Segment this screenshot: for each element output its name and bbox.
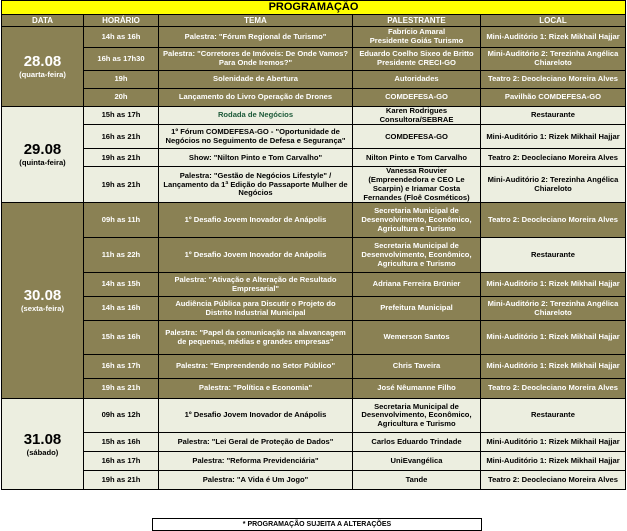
horario-cell: 09h as 11h — [84, 203, 159, 238]
palestrante-line: Secretaria Municipal de Desenvolvimento, Econômico, Agricultura e Turismo — [361, 401, 472, 429]
day-date: 29.08 — [23, 141, 62, 159]
palestrante-line: Prefeitura Municipal — [380, 303, 453, 313]
tema-cell: Palestra: "A Vida é Um Jogo" — [159, 471, 353, 490]
day-weekday: (sábado) — [26, 447, 59, 457]
palestrante-cell — [353, 167, 481, 203]
schedule-row — [2, 107, 626, 125]
palestrante-line: Presidente Goiás Turismo — [369, 36, 464, 45]
schedule-row — [2, 27, 626, 48]
local-cell: Teatro 2: Deocleciano Moreira Alves — [481, 379, 626, 399]
palestrante-cell — [353, 297, 481, 321]
horario-cell: 15h as 16h — [84, 433, 159, 452]
palestrante-cell — [353, 107, 481, 125]
local-cell: Mini-Auditório 1: Rizek Mikhail Hajjar — [481, 125, 626, 149]
day-weekday: (quarta-feira) — [19, 70, 66, 80]
tema-cell: 1º Desafio Jovem Inovador de Anápolis — [159, 238, 353, 273]
local-cell: Restaurante — [481, 399, 626, 433]
palestrante-line: UniEvangélica — [390, 455, 443, 465]
palestrante-line: Adriana Ferreira Brünier — [372, 279, 461, 289]
day-date: 28.08 — [23, 53, 62, 71]
palestrante-line: Karen Rodrigues Consultora/SEBRAE — [379, 106, 454, 124]
horario-cell: 14h as 16h — [84, 297, 159, 321]
local-cell: Restaurante — [481, 238, 626, 273]
tema-cell: Palestra: "Política e Economia" — [159, 379, 353, 399]
palestrante-line: Vanessa Rouvier (Empreendedora e CEO Le Scarpin) e Iriamar Costa Fernandes (Floê Cosméticos) — [363, 166, 470, 202]
day-weekday: (sexta-feira) — [20, 304, 65, 314]
tema-cell: Show: "Nilton Pinto e Tom Carvalho" — [159, 149, 353, 167]
schedule-row — [2, 149, 626, 167]
tema-cell: Solenidade de Abertura — [159, 71, 353, 89]
palestrante-line: Carlos Eduardo Trindade — [371, 436, 462, 446]
tema-cell: Audiência Pública para Discutir o Projeto do Distrito Industrial Municipal — [159, 297, 353, 321]
palestrante-cell — [353, 452, 481, 471]
tema-cell: 1º Fórum COMDEFESA-GO - "Oportunidade de Negócios no Seguimento de Defesa e Segurança" — [159, 125, 353, 149]
day-date: 30.08 — [23, 287, 62, 305]
local-cell: Mini-Auditório 1: Rizek Mikhail Hajjar — [481, 273, 626, 297]
horario-cell: 16h as 21h — [84, 125, 159, 149]
tema-cell: 1º Desafio Jovem Inovador de Anápolis — [159, 399, 353, 433]
schedule-row — [2, 48, 626, 71]
schedule-row — [2, 471, 626, 490]
horario-cell: 09h as 12h — [84, 399, 159, 433]
horario-cell: 14h as 16h — [84, 27, 159, 48]
palestrante-line: COMDEFESA-GO — [385, 92, 448, 102]
tema-cell: Lançamento do Livro Operação de Drones — [159, 89, 353, 107]
schedule-row — [2, 71, 626, 89]
header-data: DATA — [2, 15, 84, 27]
schedule-table — [1, 0, 626, 490]
palestrante-cell — [353, 71, 481, 89]
schedule-row — [2, 379, 626, 399]
palestrante-cell — [353, 149, 481, 167]
tema-cell: Palestra: "Fórum Regional de Turismo" — [159, 27, 353, 48]
horario-cell: 16h as 17h30 — [84, 48, 159, 71]
palestrante-line: Autoridades — [394, 74, 439, 84]
schedule-row — [2, 297, 626, 321]
tema-cell: Palestra: "Papel da comunicação na alavancagem de pequenas, médias e grandes empresas" — [159, 321, 353, 355]
local-cell: Mini-Auditório 1: Rizek Mikhail Hajjar — [481, 433, 626, 452]
tema-cell: Rodada de Negócios — [159, 107, 353, 125]
palestrante-cell — [353, 355, 481, 379]
horario-cell: 15h as 16h — [84, 321, 159, 355]
horario-cell: 14h as 15h — [84, 273, 159, 297]
horario-cell: 16h as 17h — [84, 355, 159, 379]
palestrante-cell — [353, 89, 481, 107]
palestrante-cell — [353, 321, 481, 355]
tema-cell: Palestra: "Empreendendo no Setor Público" — [159, 355, 353, 379]
palestrante-cell — [353, 379, 481, 399]
day-cell — [2, 27, 84, 107]
schedule-row — [2, 89, 626, 107]
horario-cell: 19h as 21h — [84, 167, 159, 203]
palestrante-line: José Nêumanne Filho — [377, 383, 456, 393]
palestrante-cell — [353, 27, 481, 48]
horario-cell: 16h as 17h — [84, 452, 159, 471]
schedule-row — [2, 355, 626, 379]
palestrante-cell — [353, 433, 481, 452]
palestrante-line: Secretaria Municipal de Desenvolvimento, Econômico, Agricultura e Turismo — [361, 241, 472, 268]
day-cell — [2, 399, 84, 490]
local-cell: Mini-Auditório 2: Terezinha Angélica Chiareloto — [481, 167, 626, 203]
local-cell: Teatro 2: Deocleciano Moreira Alves — [481, 471, 626, 490]
schedule-row — [2, 238, 626, 273]
palestrante-cell — [353, 471, 481, 490]
tema-cell: Palestra: "Ativação e Alteração de Resultado Empresarial" — [159, 273, 353, 297]
palestrante-line: COMDEFESA-GO — [385, 131, 448, 141]
header-tema: TEMA — [159, 15, 353, 27]
tema-cell: Palestra: "Reforma Previdenciária" — [159, 452, 353, 471]
local-cell: Teatro 2: Deocleciano Moreira Alves — [481, 71, 626, 89]
palestrante-line: Eduardo Coelho Sixeo de Britto — [359, 49, 474, 59]
schedule-row — [2, 399, 626, 433]
horario-cell: 19h as 21h — [84, 149, 159, 167]
local-cell: Mini-Auditório 2: Terezinha Angélica Chiareloto — [481, 48, 626, 71]
palestrante-line: Chris Taveira — [392, 361, 441, 371]
local-cell: Mini-Auditório 1: Rizek Mikhail Hajjar — [481, 321, 626, 355]
palestrante-line: Nilton Pinto e Tom Carvalho — [365, 152, 468, 162]
palestrante-line: Secretaria Municipal de Desenvolvimento, Econômico, Agricultura e Turismo — [361, 206, 472, 233]
horario-cell: 20h — [84, 89, 159, 107]
schedule-row — [2, 203, 626, 238]
horario-cell: 19h as 21h — [84, 471, 159, 490]
local-cell: Teatro 2: Deocleciano Moreira Alves — [481, 203, 626, 238]
palestrante-cell — [353, 273, 481, 297]
schedule-row — [2, 433, 626, 452]
tema-cell: Palestra: "Gestão de Negócios Lifestyle" / Lançamento da 1ª Edição do Passaporte Mulher de Negócios — [159, 167, 353, 203]
palestrante-cell — [353, 125, 481, 149]
tema-cell: Palestra: "Lei Geral de Proteção de Dados" — [159, 433, 353, 452]
local-cell: Restaurante — [481, 107, 626, 125]
day-cell — [2, 107, 84, 203]
schedule-row — [2, 452, 626, 471]
schedule-row — [2, 167, 626, 203]
local-cell: Mini-Auditório 1: Rizek Mikhail Hajjar — [481, 355, 626, 379]
day-weekday: (quinta-feira) — [19, 158, 66, 168]
header-horario: HORÁRIO — [84, 15, 159, 27]
local-cell: Mini-Auditório 1: Rizek Mikhail Hajjar — [481, 27, 626, 48]
palestrante-cell — [353, 238, 481, 273]
horario-cell: 11h as 22h — [84, 238, 159, 273]
local-cell: Mini-Auditório 1: Rizek Mikhail Hajjar — [481, 452, 626, 471]
tema-cell: 1º Desafio Jovem Inovador de Anápolis — [159, 203, 353, 238]
footnote: * PROGRAMAÇÃO SUJEITA A ALTERAÇÕES — [152, 518, 482, 531]
header-palestrante: PALESTRANTE — [353, 15, 481, 27]
local-cell: Teatro 2: Deocleciano Moreira Alves — [481, 149, 626, 167]
palestrante-cell — [353, 48, 481, 71]
schedule-row — [2, 125, 626, 149]
day-date: 31.08 — [23, 430, 62, 448]
tema-cell: Palestra: "Corretores de Imóveis: De Onde Vamos? Para Onde Iremos?" — [159, 48, 353, 71]
header-local: LOCAL — [481, 15, 626, 27]
schedule-title: PROGRAMAÇÃO — [2, 1, 626, 15]
palestrante-line: Tande — [405, 474, 428, 484]
horario-cell: 15h as 17h — [84, 107, 159, 125]
palestrante-cell — [353, 399, 481, 433]
horario-cell: 19h as 21h — [84, 379, 159, 399]
day-cell — [2, 203, 84, 399]
palestrante-line: Fabrício Amaral — [387, 27, 446, 37]
schedule-row — [2, 321, 626, 355]
schedule-row — [2, 273, 626, 297]
horario-cell: 19h — [84, 71, 159, 89]
palestrante-line: Presidente CRECI-GO — [377, 58, 456, 67]
palestrante-line: Wemerson Santos — [383, 332, 450, 342]
local-cell: Pavilhão COMDEFESA-GO — [481, 89, 626, 107]
local-cell: Mini-Auditório 2: Terezinha Angélica Chiareloto — [481, 297, 626, 321]
palestrante-cell — [353, 203, 481, 238]
